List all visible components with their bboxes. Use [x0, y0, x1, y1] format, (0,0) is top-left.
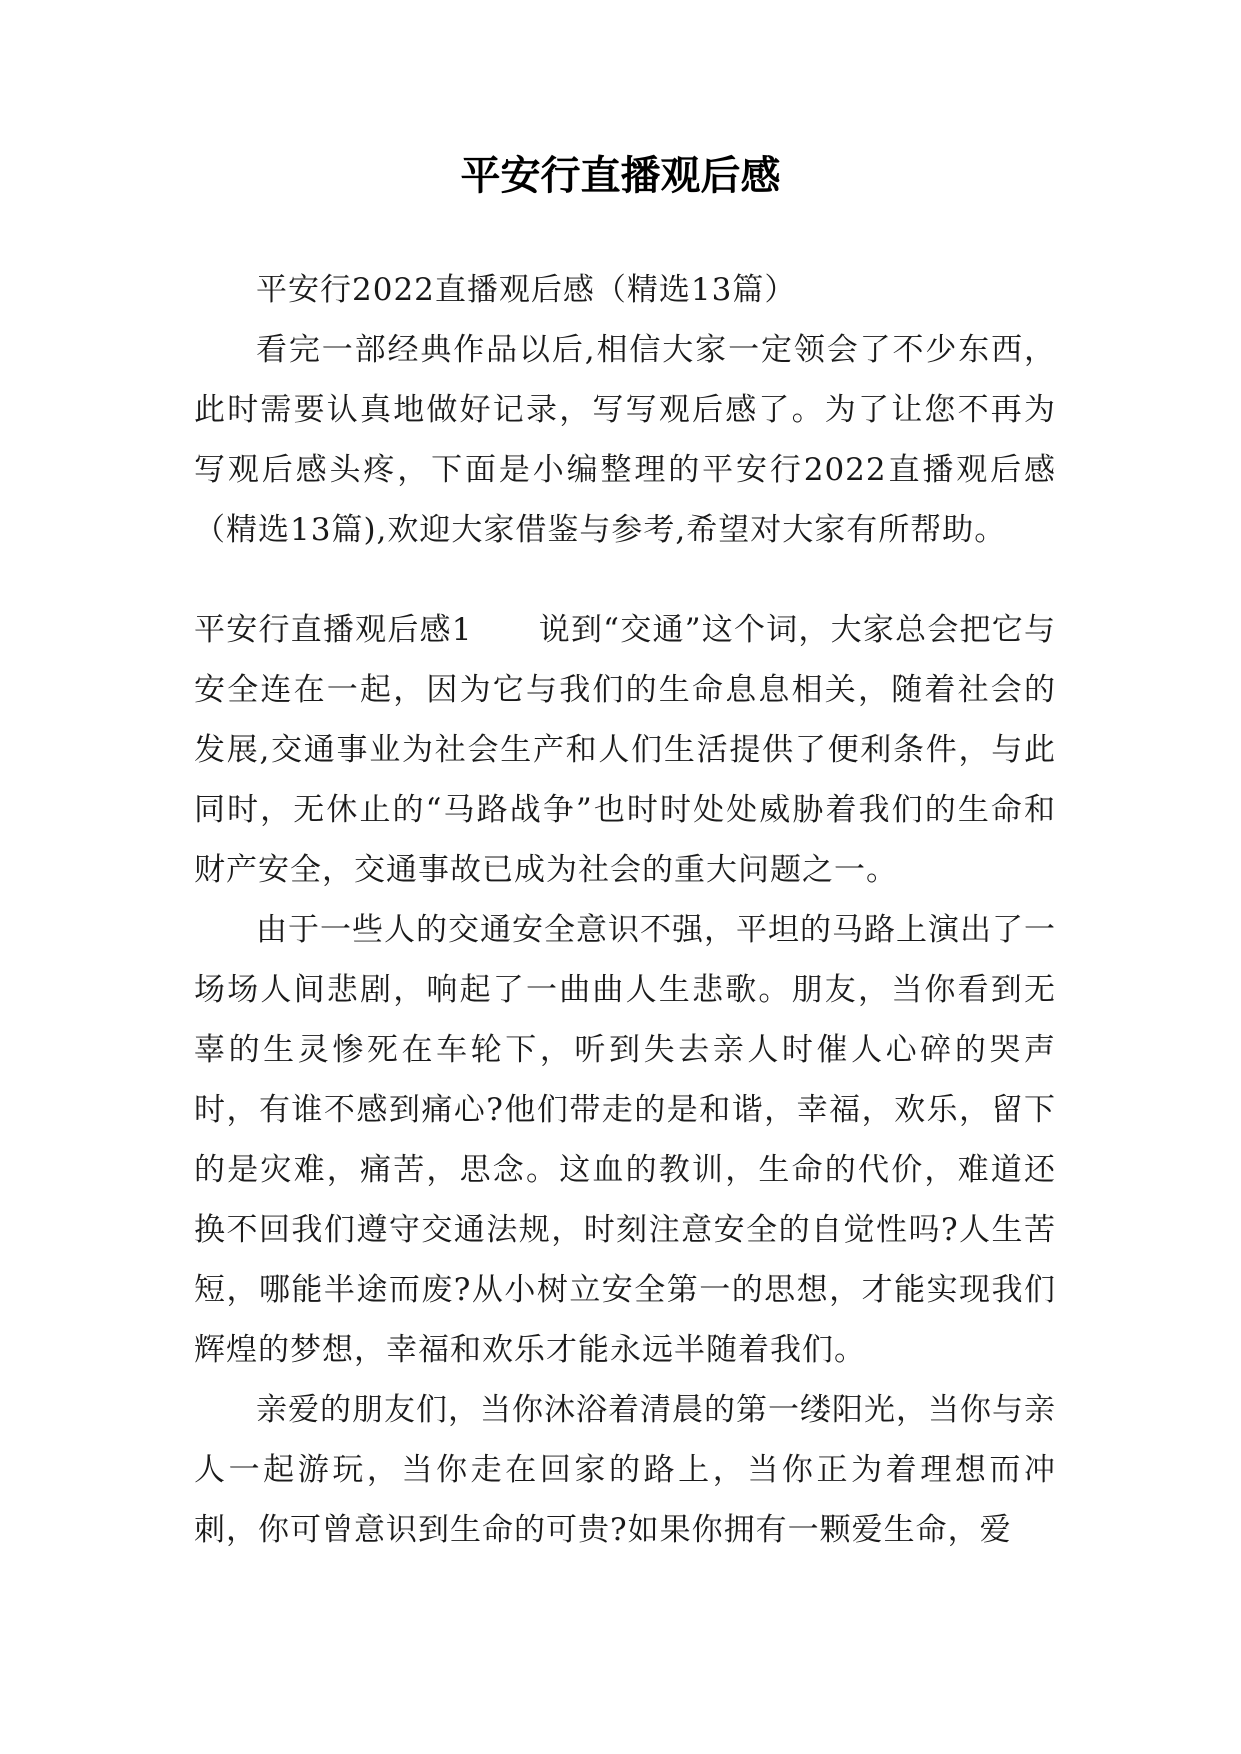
section-paragraph-2: 由于一些人的交通安全意识不强，平坦的马路上演出了一场场人间悲剧，响起了一曲曲人生悲歌。朋友，当你看到无辜的生灵惨死在车轮下，听到失去亲人时催人心碎的哭声时，有谁不感到痛心?他们带走的是和谐，幸福，欢乐，留下的是灾难，痛苦，思念。这血的教训，生命的代价，难道还换不回我们遵守交通法规，时刻注意安全的自觉性吗?人生苦短，哪能半途而废?从小树立安全第一的思想，才能实现我们辉煌的梦想，幸福和欢乐才能永远半随着我们。: [194, 912, 1056, 1368]
section-heading: 平安行直播观后感1: [194, 612, 473, 648]
document-title: 平安行直播观后感: [460, 152, 781, 199]
intro-paragraph: 看完一部经典作品以后,相信大家一定领会了不少东西，此时需要认真地做好记录，写写观后感了。为了让您不再为写观后感头疼，下面是小编整理的平安行2022直播观后感（精选13篇),欢迎大家借鉴与参考,希望对大家有所帮助。: [194, 332, 1056, 548]
section-paragraph-1: 说到“交通”这个词，大家总会把它与安全连在一起，因为它与我们的生命息息相关，随着社会的发展,交通事业为社会生产和人们生活提供了便利条件，与此同时，无休止的“马路战争”也时时处处威胁着我们的生命和财产安全，交通事故已成为社会的重大问题之一。: [194, 612, 1056, 888]
section-gap: [194, 560, 1056, 600]
document-subtitle: 平安行2022直播观后感（精选13篇）: [256, 272, 797, 308]
document-body: [194, 260, 1056, 1560]
section-paragraph-3: 亲爱的朋友们，当你沐浴着清晨的第一缕阳光，当你与亲人一起游玩，当你走在回家的路上，当你正为着理想而冲刺，你可曾意识到生命的可贵?如果你拥有一颗爱生命，爱: [194, 1392, 1056, 1548]
section-first-paragraph: [194, 600, 1056, 900]
